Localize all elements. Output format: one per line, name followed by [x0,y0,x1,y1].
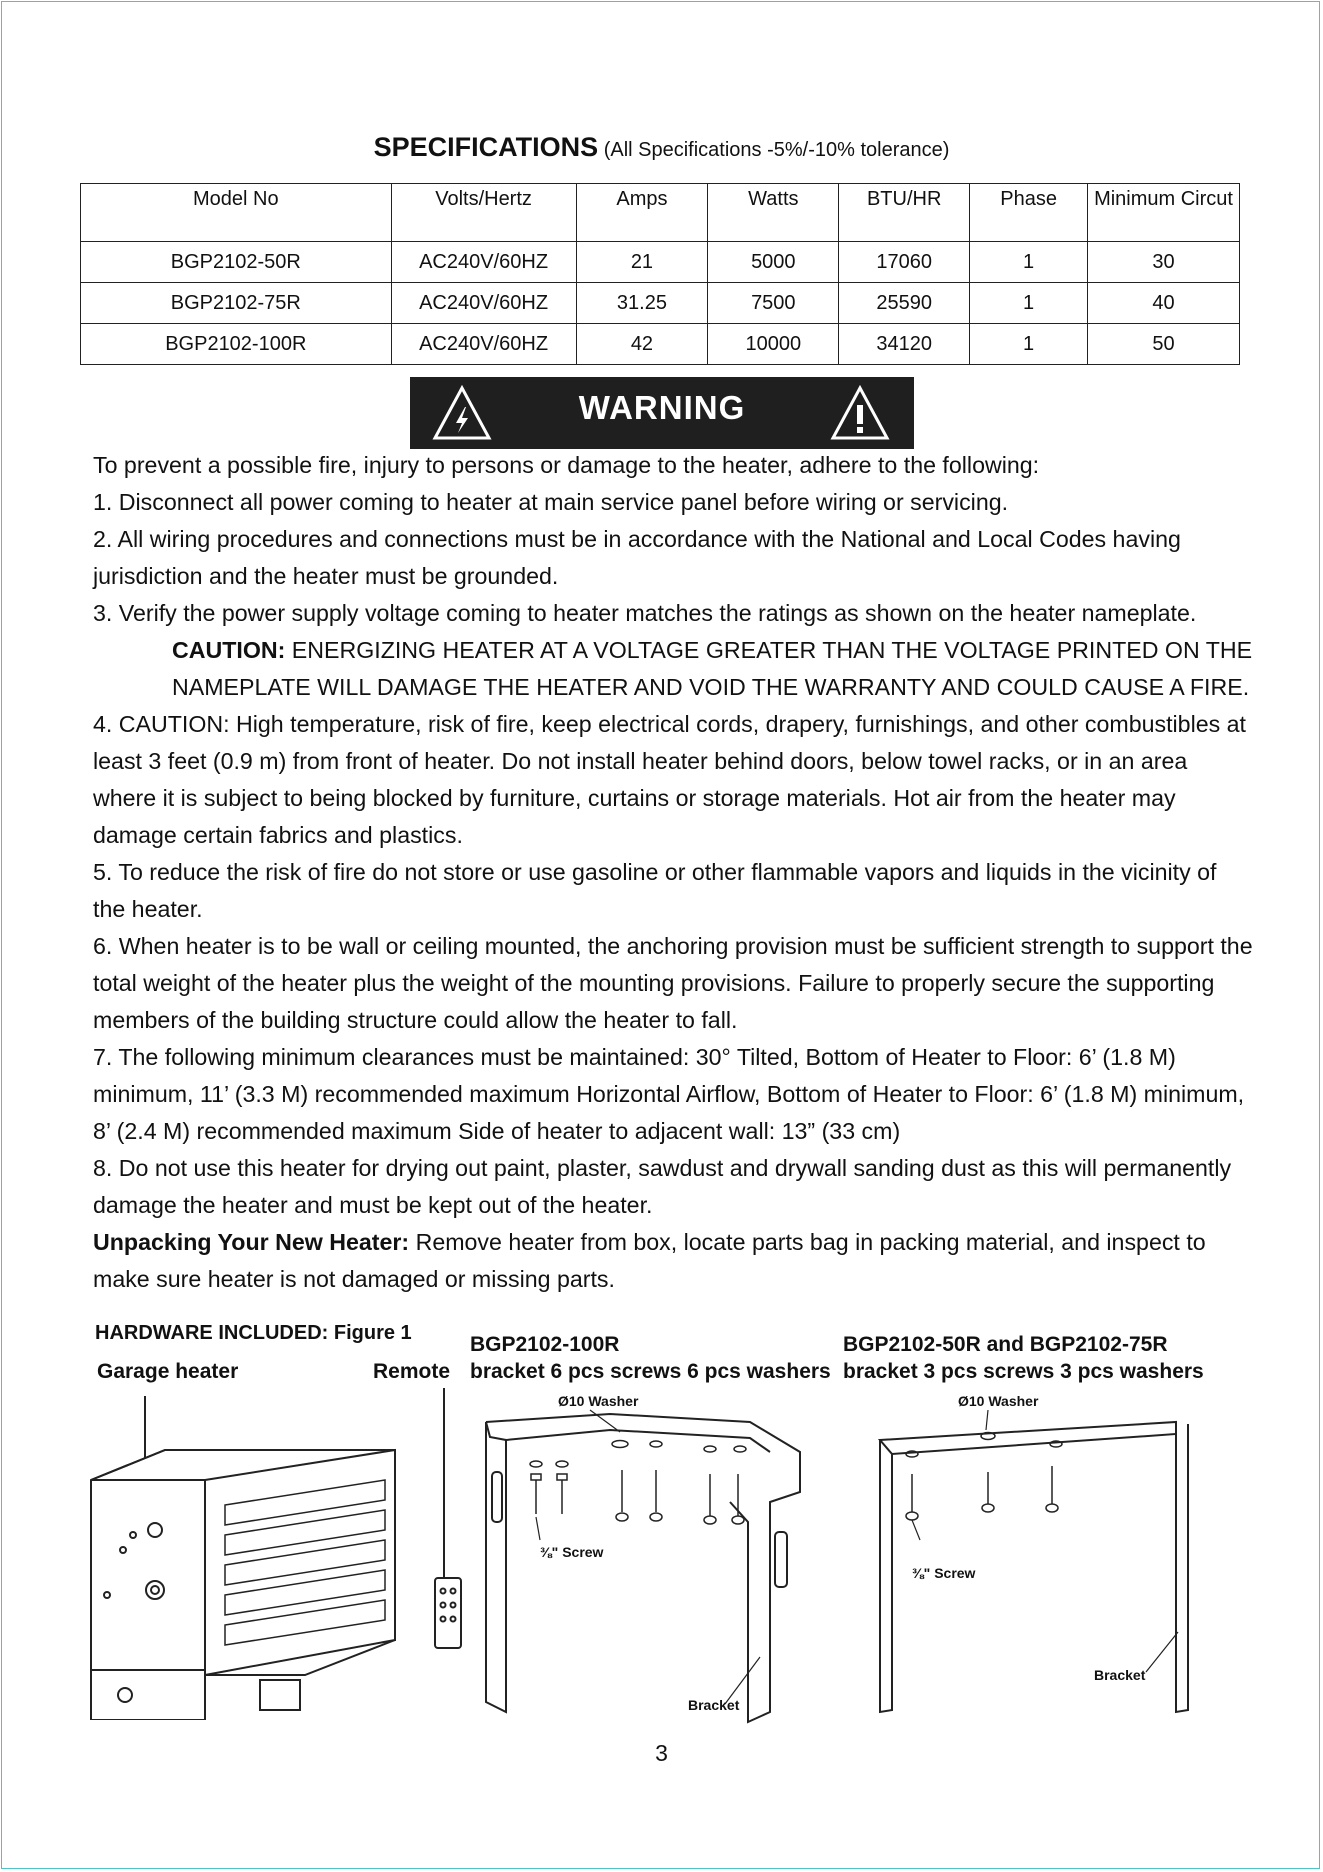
table-cell: BGP2102-50R [81,242,392,283]
remote-figure [432,1388,468,1658]
table-row [81,283,1240,324]
warning-banner [410,377,914,449]
instruction-item-2: 2. All wiring procedures and connections must be in accordance with the National and Local Codes having jurisdiction and the heater must be grounded. [93,526,1181,589]
table-cell: AC240V/60HZ [391,242,576,283]
table-cell: 21 [576,242,708,283]
instruction-item-6: 6. When heater is to be wall or ceiling mounted, the anchoring provision must be sufficient strength to support the total weight of the heater plus the weight of the mounting provisions. Failure to properly secure the supporting members of the building structure could allow the heater to fall. [93,933,1253,1033]
table-cell: 10000 [708,324,839,365]
caution-note [93,632,1253,706]
spec-tolerance: (All Specifications -5%/-10% tolerance) [603,139,950,161]
instructions-intro: To prevent a possible fire, injury to persons or damage to the heater, adhere to the following: [93,452,1040,478]
instruction-item-5: 5. To reduce the risk of fire do not store or use gasoline or other flammable vapors and liquids in the vicinity of the heater. [93,859,1217,922]
table-cell: BGP2102-100R [81,324,392,365]
table-cell: 40 [1088,283,1240,324]
screw-label-50r: ⅜" Screw [912,1565,976,1581]
bracket-100r-desc: bracket 6 pcs screws 6 pcs washers [470,1360,831,1383]
table-row [81,242,1240,283]
table-cell: 1 [970,324,1088,365]
instruction-item-3: 3. Verify the power supply voltage coming to heater matches the ratings as shown on the heater nameplate. [93,600,1197,626]
instruction-item-8: 8. Do not use this heater for drying out paint, plaster, sawdust and drywall sanding dust as this will permanently damage the heater and must be kept out of the heater. [93,1155,1232,1218]
table-cell: 34120 [839,324,970,365]
exclamation-warning-icon [830,385,890,441]
page-number: 3 [655,1740,668,1766]
instruction-item-4: 4. CAUTION: High temperature, risk of fire, keep electrical cords, drapery, furnishings, and other combustibles at least 3 feet (0.9 m) from front of heater. Do not install heater behind doors, below towel racks, or in an area where it is subject to being blocked by furniture, curtains or storage materials. Hot air from the heater may damage certain fabrics and plastics. [93,711,1246,848]
table-row [81,324,1240,365]
remote-label: Remote [373,1360,451,1383]
table-cell: 42 [576,324,708,365]
caution-label: CAUTION: [172,637,286,663]
bracket-100r-figure [470,1392,825,1732]
table-cell: AC240V/60HZ [391,283,576,324]
table-cell: 1 [970,283,1088,324]
instructions [93,447,1253,1298]
spec-header-cell: Amps [576,184,708,242]
table-cell: 50 [1088,324,1240,365]
spec-title [0,132,1323,163]
spec-header-cell: BTU/HR [839,184,970,242]
table-cell: 1 [970,242,1088,283]
unpacking-text: Remove heater from box, locate parts bag in packing material, and inspect to make sure heater is not damaged or missing parts. [93,1229,1206,1292]
spec-header-row [81,184,1240,242]
unpacking-note [93,1224,1253,1298]
unpacking-label: Unpacking Your New Heater: [93,1229,410,1255]
bracket-50r-figure [876,1392,1196,1722]
table-cell: BGP2102-75R [81,283,392,324]
warning-label: WARNING [578,389,746,426]
washer-label-50r: Ø10 Washer [958,1393,1039,1409]
bracket-50r-desc: bracket 3 pcs screws 3 pcs washers [843,1360,1204,1383]
spec-title-text: SPECIFICATIONS [373,132,599,162]
spec-table [80,183,1240,365]
garage-heater-figure [85,1390,405,1720]
bracket-100r-model: BGP2102-100R [470,1333,620,1356]
bracket-label-50r: Bracket [1094,1667,1146,1683]
bracket-label-100r: Bracket [688,1697,740,1713]
hardware-title: HARDWARE INCLUDED: Figure 1 [95,1322,412,1344]
spec-header-cell: Watts [708,184,839,242]
caution-text: ENERGIZING HEATER AT A VOLTAGE GREATER THAN THE VOLTAGE PRINTED ON THE NAMEPLATE WILL DAMAGE THE HEATER AND VOID THE WARRANTY AND COULD CAUSE A FIRE. [172,637,1253,700]
washer-label-100r: Ø10 Washer [558,1393,639,1409]
instruction-item-1: 1. Disconnect all power coming to heater at main service panel before wiring or servicing. [93,489,1009,515]
instruction-item-7: 7. The following minimum clearances must be maintained: 30° Tilted, Bottom of Heater to Floor: 6’ (1.8 M) minimum, 11’ (3.3 M) recommended maximum Horizontal Airflow, Bottom of Heater to Floor: 6’ (1.8 M) minimum, 8’ (2.4 M) recommended maximum Side of heater to adjacent wall: 13” (33 cm) [93,1044,1245,1144]
bracket-50r-model: BGP2102-50R and BGP2102-75R [843,1333,1168,1356]
spec-header-cell: Phase [970,184,1088,242]
spec-header-cell: Model No [81,184,392,242]
table-cell: 7500 [708,283,839,324]
table-cell: 31.25 [576,283,708,324]
table-cell: 5000 [708,242,839,283]
table-cell: AC240V/60HZ [391,324,576,365]
spec-header-cell: Minimum Circut [1088,184,1240,242]
table-cell: 17060 [839,242,970,283]
garage-heater-label: Garage heater [97,1360,239,1383]
spec-header-cell: Volts/Hertz [391,184,576,242]
screw-label-100r: ⅜" Screw [540,1544,604,1560]
table-cell: 25590 [839,283,970,324]
table-cell: 30 [1088,242,1240,283]
